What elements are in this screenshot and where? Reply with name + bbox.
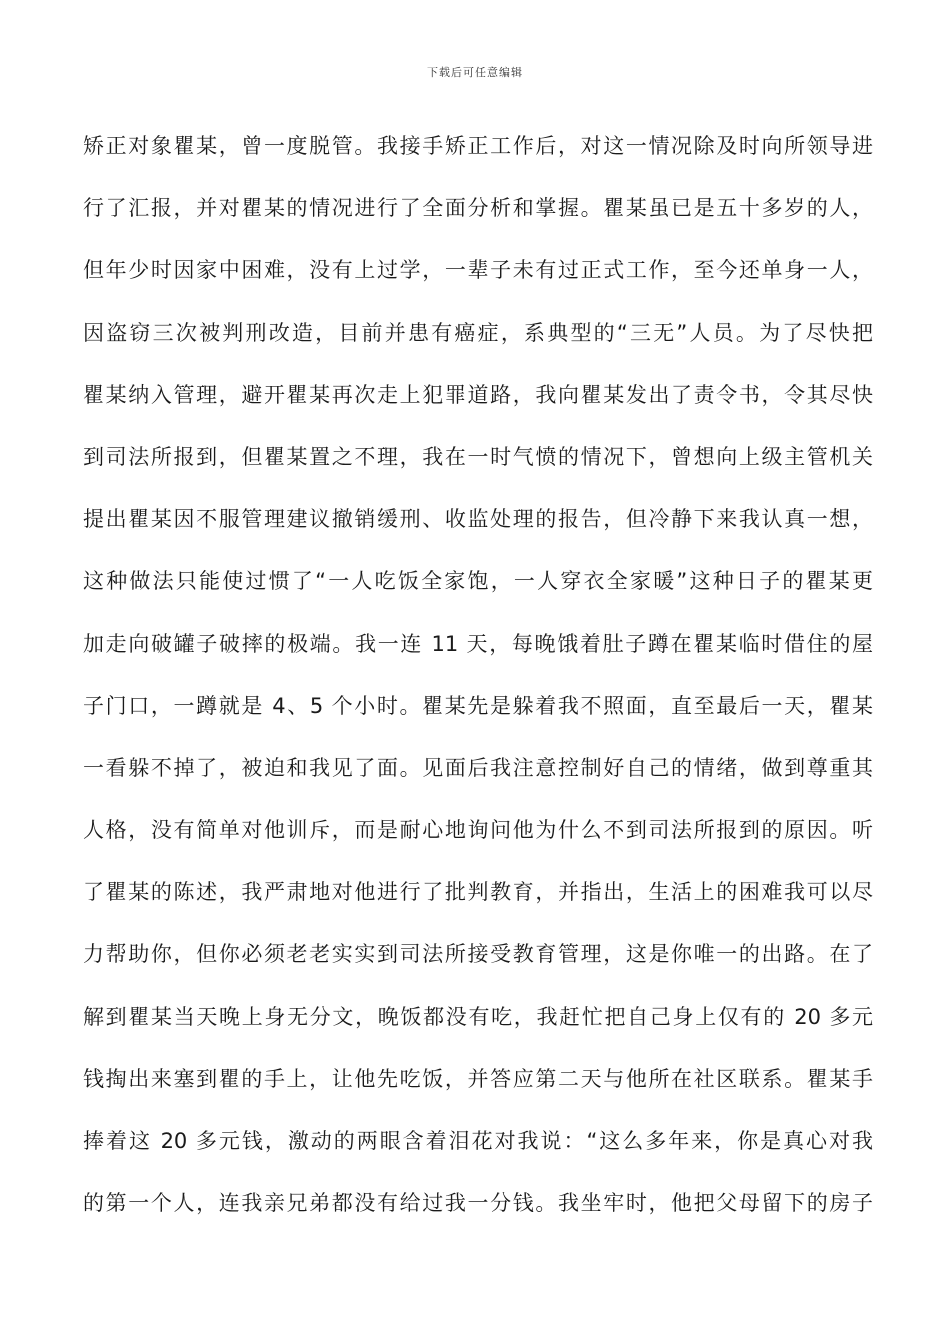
body-line: 人格，没有简单对他训斥，而是耐心地询问他为什么不到司法所报到的原因。听 <box>83 818 873 843</box>
body-line: 矫正对象瞿某，曾一度脱管。我接手矫正工作后，对这一情况除及时向所领导进 <box>83 134 873 158</box>
body-line: 力帮助你，但你必须老老实实到司法所接受教育管理，这是你唯一的出路。在了 <box>83 942 873 967</box>
body-line: 但年少时因家中困难，没有上过学，一辈子未有过正式工作，至今还单身一人， <box>83 258 873 283</box>
body-line: 行了汇报，并对瞿某的情况进行了全面分析和掌握。瞿某虽已是五十多岁的人， <box>83 196 873 221</box>
body-line: 了瞿某的陈述，我严肃地对他进行了批判教育，并指出，生活上的困难我可以尽 <box>83 880 873 905</box>
body-line: 钱掏出来塞到瞿的手上，让他先吃饭，并答应第二天与他所在社区联系。瞿某手 <box>83 1066 873 1091</box>
body-line: 的第一个人，连我亲兄弟都没有给过我一分钱。我坐牢时，他把父母留下的房子 <box>83 1191 873 1216</box>
body-line: 瞿某纳入管理，避开瞿某再次走上犯罪道路，我向瞿某发出了责令书，令其尽快 <box>83 382 873 407</box>
body-line: 这种做法只能使过惯了“一人吃饭全家饱，一人穿衣全家暖”这种日子的瞿某更 <box>83 569 873 594</box>
body-line: 加走向破罐子破摔的极端。我一连 11 天，每晚饿着肚子蹲在瞿某临时借住的屋 <box>83 631 873 656</box>
document-body <box>83 115 873 1234</box>
body-line: 一看躲不掉了，被迫和我见了面。见面后我注意控制好自己的情绪，做到尊重其 <box>83 755 873 780</box>
body-line: 子门口，一蹲就是 4、5 个小时。瞿某先是躲着我不照面，直至最后一天，瞿某 <box>83 693 873 718</box>
body-line: 到司法所报到，但瞿某置之不理，我在一时气愤的情况下，曾想向上级主管机关 <box>83 444 873 469</box>
body-line: 提出瞿某因不服管理建议撤销缓刑、收监处理的报告，但冷静下来我认真一想， <box>83 507 873 532</box>
body-line: 因盗窃三次被判刑改造，目前并患有癌症，系典型的“三无”人员。为了尽快把 <box>83 320 873 345</box>
page-header: 下载后可任意编辑 <box>427 66 523 79</box>
body-line: 解到瞿某当天晚上身无分文，晚饭都没有吃，我赶忙把自己身上仅有的 20 多元 <box>83 1004 873 1029</box>
body-line: 捧着这 20 多元钱，激动的两眼含着泪花对我说：“这么多年来，你是真心对我 <box>83 1129 873 1153</box>
